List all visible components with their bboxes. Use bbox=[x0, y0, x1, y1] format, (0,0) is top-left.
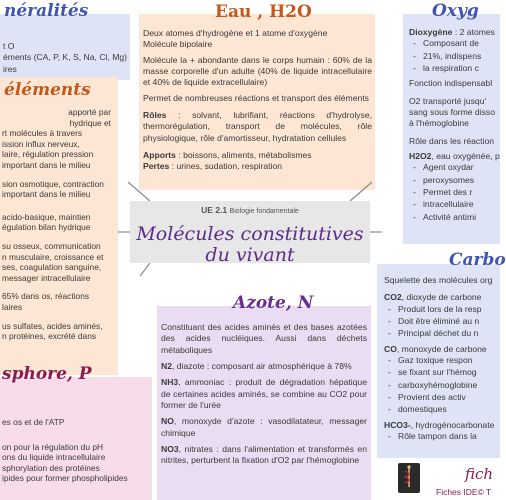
list-item: - Doit être éliminé au n bbox=[384, 316, 500, 327]
elements-line: acido-basique, maintien bbox=[2, 211, 91, 222]
elements-line: n musculaire, croissance et bbox=[2, 251, 104, 262]
elements-line: hydrique et bbox=[69, 117, 111, 128]
carbone-co2-text: , dioxyde de carbone bbox=[401, 292, 482, 303]
eau-apports-text: : boissons, aliments, métabolismes bbox=[175, 150, 312, 161]
elements-line: apporté par bbox=[68, 107, 111, 117]
list-item: - Provient des activ bbox=[384, 392, 500, 403]
list-item: - peroxysomes bbox=[409, 175, 500, 186]
list-item: - 21%, indispens bbox=[409, 51, 500, 62]
elements-line: su osseux, communication bbox=[2, 240, 101, 251]
phosphore-line: ons du liquide intracellulaire bbox=[2, 452, 106, 463]
eau-title bbox=[215, 2, 312, 22]
elements-lines bbox=[2, 107, 117, 342]
elements-line: important dans le milieu bbox=[2, 159, 91, 170]
ue-code: UE 2.1 bbox=[201, 205, 228, 215]
azote-nh3-text: , ammoniac : produit de dégradation hépatique de certaines acides aminés, se combine au CO2 pour former de l'urée bbox=[161, 377, 367, 411]
carbone-bullets3 bbox=[384, 431, 500, 442]
list-item: - Gaz toxique respon bbox=[384, 355, 500, 366]
elements-card bbox=[0, 77, 118, 375]
list-item: - Composant de bbox=[409, 38, 500, 49]
carbone-bullets1 bbox=[384, 304, 500, 340]
page-title-line2: du vivant bbox=[205, 244, 295, 266]
carbone-co2 bbox=[384, 292, 500, 303]
oxygene-l1-label: Dioxygène bbox=[409, 27, 453, 37]
carbone-hco3-text: , hydrogénocarbonate bbox=[410, 419, 495, 430]
elements-line: laires bbox=[2, 301, 23, 312]
oxygene-h2o2-label: H2O2 bbox=[409, 151, 432, 162]
footer-brand: fich bbox=[465, 465, 494, 483]
azote-n2-text: , diazote : composant air atmosphérique à 78% bbox=[172, 361, 352, 372]
phosphore-card bbox=[0, 377, 152, 500]
oxygene-p3: O2 transporté jusqu' sang sous forme disso à l'hémoglobine bbox=[409, 95, 495, 129]
phosphore-line: on pour la régulation du pH bbox=[2, 441, 104, 452]
center-subtitle bbox=[130, 205, 370, 215]
oxygene-p4: Rôle dans les réaction bbox=[409, 135, 495, 146]
elements-line: ses, coagulation sanguine, bbox=[2, 262, 102, 273]
azote-n2 bbox=[161, 361, 367, 372]
elements-line: n protéines, excrété dans bbox=[2, 331, 97, 342]
eau-pertes bbox=[143, 161, 372, 172]
eau-p2: Molécule la + abondante dans le corps humain : 60% de la masse corporelle d'un adulte (40% de liquide intracellulaire et 40% de liquide extracellulaire) bbox=[143, 54, 372, 88]
elements-line: rt molécules à travers bbox=[2, 128, 83, 139]
carbone-hco3-label: HCO3- bbox=[384, 419, 411, 430]
elements-line: important dans le milieu bbox=[2, 189, 91, 200]
footer-sub: Fiches IDE© T bbox=[436, 487, 492, 497]
eau-roles bbox=[143, 110, 372, 144]
elements-line: 65% dans os, réactions bbox=[2, 291, 90, 302]
eau-p1: Deux atomes d'hydrogène et 1 atome d'oxygène bbox=[143, 28, 328, 38]
oxygene-l1 bbox=[409, 27, 500, 38]
carbone-title: Carbo bbox=[449, 250, 506, 270]
carbone-bullets2 bbox=[384, 355, 500, 416]
oxygene-h2o2 bbox=[409, 151, 500, 162]
azote-no bbox=[161, 416, 367, 439]
generalites-line: ires bbox=[3, 63, 17, 74]
list-item: - se fixant sur l'hémog bbox=[384, 367, 500, 378]
azote-no-label: NO bbox=[161, 416, 174, 427]
oxygene-h2o2-text: , eau oxygénée, p bbox=[431, 151, 500, 162]
azote-no-text: , monoxyde d'azote : vasodilatateur, messager chimique bbox=[161, 416, 367, 438]
phosphore-line: es os et de l'ATP bbox=[2, 417, 65, 427]
eau-apports bbox=[143, 150, 372, 161]
list-item: - intracellulaire bbox=[409, 199, 500, 210]
elements-title: éléments bbox=[4, 80, 91, 100]
azote-title: Azote, N bbox=[233, 293, 314, 313]
phosphore-line: ipides pour former phospholipides bbox=[2, 473, 128, 484]
oxygene-card bbox=[403, 14, 500, 244]
eau-apports-label: Apports bbox=[143, 150, 176, 161]
brand-logo bbox=[398, 463, 420, 493]
oxygene-bullets1 bbox=[409, 38, 500, 74]
generalites-title: néralités bbox=[4, 1, 89, 21]
azote-no3-text: , nitrates : dans l'alimentation et transformés en nitrites, perturbent la fixation d'O2 par l'hémoglobine bbox=[161, 444, 367, 466]
elements-line: laire, régulation pression bbox=[2, 149, 94, 160]
list-item: - Principal déchet du n bbox=[384, 328, 500, 339]
eau-p1b: Molécule bipolaire bbox=[143, 39, 213, 50]
phosphore-title: sphore, P bbox=[2, 364, 92, 384]
oxygene-bullets2 bbox=[409, 162, 500, 223]
generalites-line: t O bbox=[3, 41, 15, 51]
caduceus-icon bbox=[398, 463, 420, 493]
azote-nh3 bbox=[161, 377, 367, 411]
list-item: - Agent oxydar bbox=[409, 162, 500, 173]
page-title bbox=[130, 224, 370, 266]
phosphore-line: sphorylation des protéines bbox=[2, 462, 100, 473]
list-item: - Permet des r bbox=[409, 187, 500, 198]
carbone-co-text: , monoxyde de carbone bbox=[396, 343, 487, 354]
oxygene-title: Oxyg bbox=[432, 1, 479, 21]
azote-card bbox=[157, 306, 371, 500]
phosphore-lines bbox=[2, 417, 152, 484]
page-title-line1: Molécules constitutives bbox=[136, 223, 364, 245]
list-item: - carboxyhémoglobine bbox=[384, 380, 500, 391]
list-item: - domestiques bbox=[384, 404, 500, 415]
generalites-lines bbox=[3, 41, 128, 75]
elements-line: us sulfates, acides aminés, bbox=[2, 320, 103, 331]
list-item: - Rôle tampon dans la bbox=[384, 431, 500, 442]
elements-line: sion osmotique, contraction bbox=[2, 178, 104, 189]
eau-title-text: Eau , H2O bbox=[215, 2, 312, 22]
elements-line: ission influx nerveux, bbox=[2, 138, 80, 149]
oxygene-l1-text: : 2 atomes bbox=[452, 27, 495, 37]
elements-line: messager intracellulaire bbox=[2, 272, 91, 283]
elements-line: égulation bilan hydrique bbox=[2, 222, 91, 233]
eau-roles-text: : solvant, lubrifiant, réactions d'hydrolyse, thermorégulation, transport de molécules, rôle physiologique, rôle d'amortisseur, hydratation cellules bbox=[143, 110, 372, 143]
carbone-co2-label: CO2 bbox=[384, 292, 402, 303]
azote-n2-label: N2 bbox=[161, 361, 172, 372]
azote-p1: Constituant des acides aminés et des bases azotées des acides nucléiques. Aussi dans déchets métaboliques bbox=[161, 322, 367, 355]
oxygene-p2: Fonction indispensabl bbox=[409, 78, 493, 89]
ue-subtitle: Biologie fondamentale bbox=[229, 208, 299, 215]
azote-no3 bbox=[161, 444, 367, 467]
generalites-line: éments (CA, P, K, S, Na, Cl, Mg) bbox=[3, 52, 128, 63]
azote-nh3-label: NH3 bbox=[161, 377, 179, 388]
eau-card bbox=[139, 14, 375, 190]
list-item: - Activité antimi bbox=[409, 212, 500, 223]
carbone-card bbox=[377, 264, 500, 458]
list-item: - la respiration c bbox=[409, 63, 500, 74]
carbone-co-label: CO bbox=[384, 343, 397, 354]
list-item: - Produit lors de la resp bbox=[384, 304, 500, 315]
eau-p3: Permet de nombreuses réactions et transport des éléments bbox=[143, 92, 369, 103]
eau-pertes-text: : urines, sudation, respiration bbox=[169, 161, 283, 172]
azote-no3-label: NO3 bbox=[161, 444, 179, 455]
carbone-hco3 bbox=[384, 420, 500, 431]
eau-pertes-label: Pertes bbox=[143, 161, 170, 172]
carbone-co bbox=[384, 344, 500, 355]
generalites-card bbox=[0, 14, 130, 80]
carbone-p1: Squelette des molécules org bbox=[384, 275, 493, 285]
eau-roles-label: Rôles bbox=[143, 110, 167, 121]
